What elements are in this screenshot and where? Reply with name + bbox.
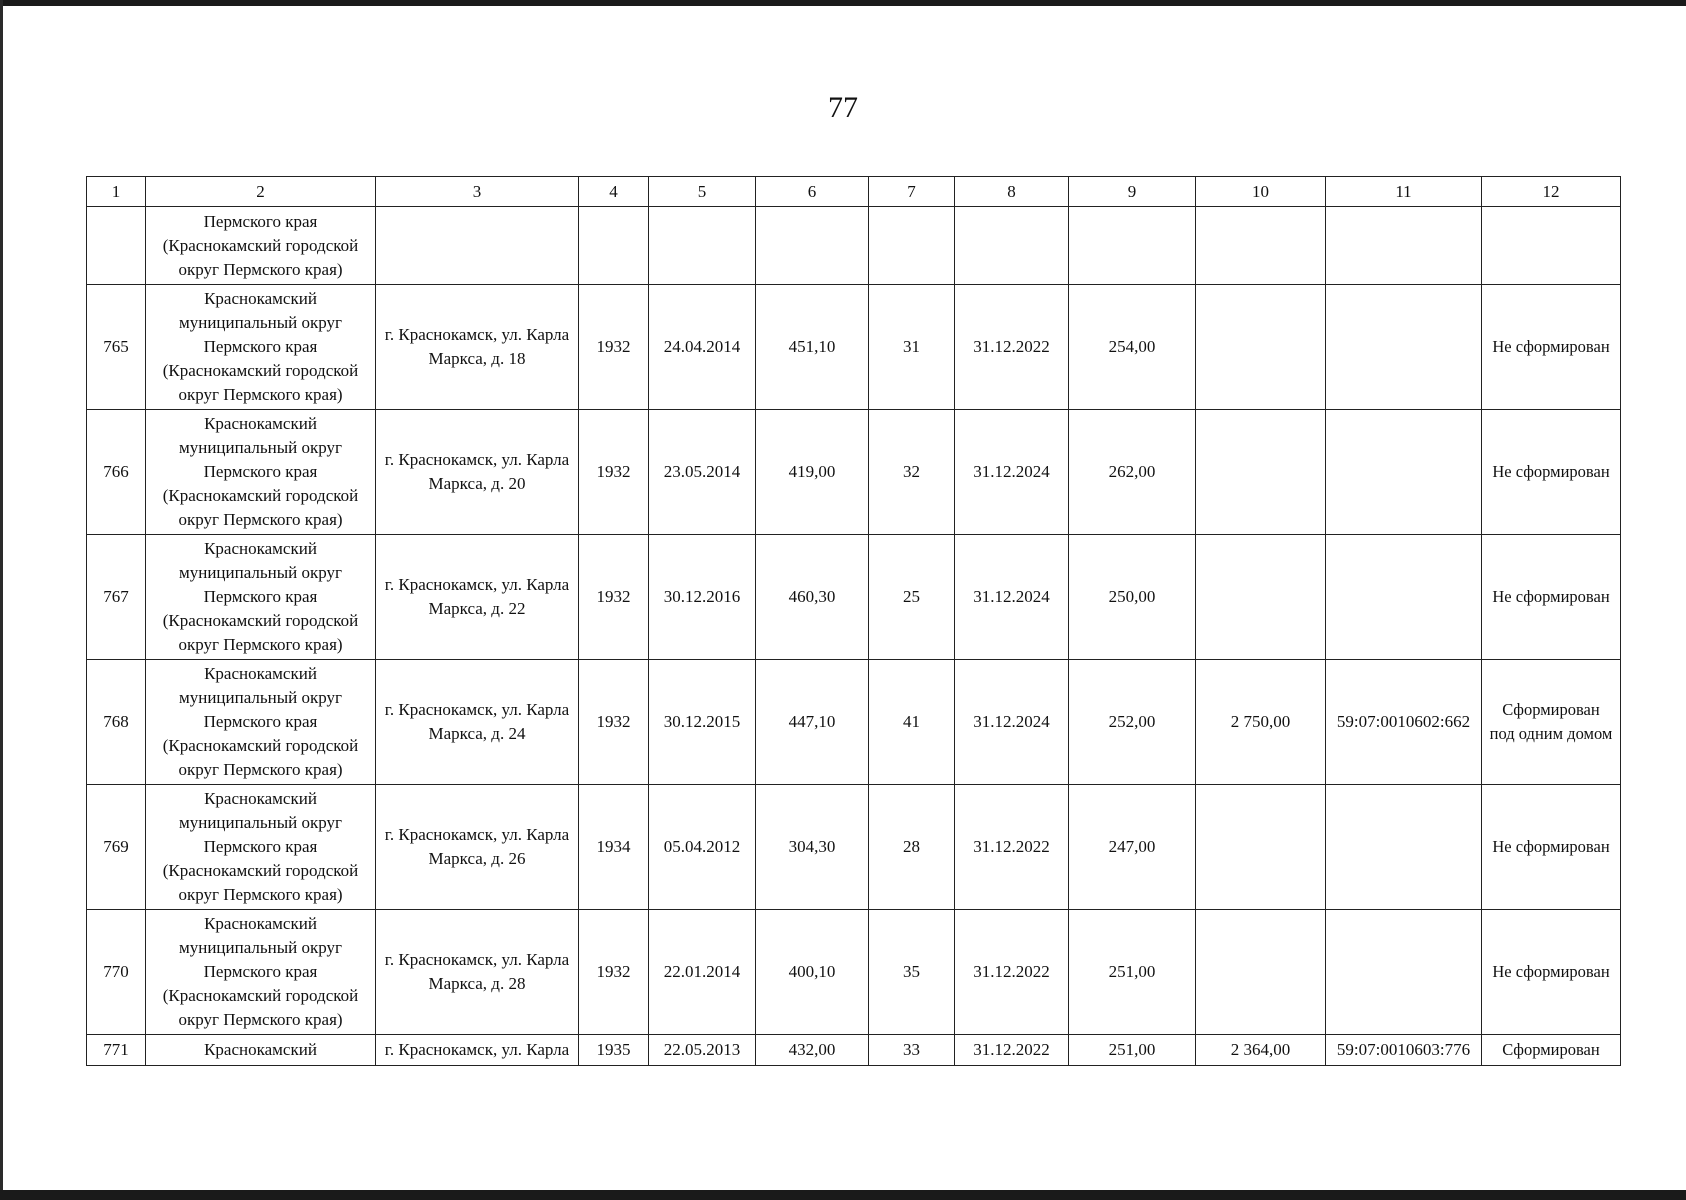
count-cell: 28 xyxy=(869,785,955,910)
table-cell xyxy=(955,207,1069,285)
address-cell-line: Маркса, д. 26 xyxy=(428,849,526,868)
address-cell-line: Маркса, д. 24 xyxy=(428,724,526,743)
owner-cell-line: Краснокамский xyxy=(204,414,317,433)
column-header: 2 xyxy=(146,177,376,207)
address-cell-line: Маркса, д. 18 xyxy=(428,349,526,368)
owner-cell-line: Краснокамский xyxy=(204,664,317,683)
land-area-cell xyxy=(1196,910,1326,1035)
owner-cell: Краснокамский xyxy=(146,1035,376,1066)
year-cell: 1934 xyxy=(579,785,649,910)
address-cell xyxy=(376,285,579,410)
owner-cell-line: Краснокамский xyxy=(204,289,317,308)
owner-cell-line: округ Пермского края) xyxy=(178,510,343,529)
table-cell xyxy=(869,207,955,285)
cadastral-cell xyxy=(1326,910,1482,1035)
status-cell xyxy=(1482,660,1621,785)
row-number: 768 xyxy=(87,660,146,785)
row-number: 765 xyxy=(87,285,146,410)
count-cell: 35 xyxy=(869,910,955,1035)
owner-cell-line: муниципальный округ xyxy=(178,313,343,332)
table-row-769 xyxy=(87,785,1621,910)
table-cell xyxy=(1326,207,1482,285)
owner-line: Пермского края xyxy=(203,211,318,231)
table-row-768 xyxy=(87,660,1621,785)
date-cell: 31.12.2022 xyxy=(955,285,1069,410)
table-row-771 xyxy=(87,1035,1621,1066)
address-cell-line: г. Краснокамск, ул. Карла xyxy=(384,825,570,844)
date-cell: 05.04.2012 xyxy=(649,785,756,910)
address-cell-line: г. Краснокамск, ул. Карла xyxy=(384,950,570,969)
year-cell: 1932 xyxy=(579,285,649,410)
count-cell: 32 xyxy=(869,410,955,535)
scan-top-edge xyxy=(0,0,1686,6)
owner-cell-line: Пермского края xyxy=(203,962,318,981)
area-cell: 304,30 xyxy=(756,785,869,910)
row-number: 771 xyxy=(87,1035,146,1066)
address-cell-line: г. Краснокамск, ул. Карла xyxy=(384,325,570,344)
owner-cell-line: (Краснокамский городской xyxy=(162,986,359,1005)
address-cell-line: Маркса, д. 22 xyxy=(428,599,526,618)
status-cell xyxy=(1482,535,1621,660)
column-header: 8 xyxy=(955,177,1069,207)
owner-cell-line: муниципальный округ xyxy=(178,938,343,957)
owner-cell-line: (Краснокамский городской xyxy=(162,736,359,755)
owner-cell xyxy=(146,535,376,660)
table-cell xyxy=(649,207,756,285)
address-cell xyxy=(376,660,579,785)
address-cell-line: г. Краснокамск, ул. Карла xyxy=(384,450,570,469)
owner-cell-line: Пермского края xyxy=(203,712,318,731)
land-area-cell xyxy=(1196,285,1326,410)
table-cell xyxy=(87,207,146,285)
value-cell: 251,00 xyxy=(1069,1035,1196,1066)
land-area-cell xyxy=(1196,410,1326,535)
table-cell xyxy=(376,207,579,285)
column-header: 5 xyxy=(649,177,756,207)
date-cell: 22.05.2013 xyxy=(649,1035,756,1066)
column-header: 7 xyxy=(869,177,955,207)
column-header: 9 xyxy=(1069,177,1196,207)
column-header: 6 xyxy=(756,177,869,207)
year-cell: 1932 xyxy=(579,910,649,1035)
date-cell: 31.12.2022 xyxy=(955,1035,1069,1066)
land-area-cell xyxy=(1196,535,1326,660)
address-cell xyxy=(376,785,579,910)
row-number: 770 xyxy=(87,910,146,1035)
column-header: 11 xyxy=(1326,177,1482,207)
area-cell: 460,30 xyxy=(756,535,869,660)
table-cell xyxy=(1482,207,1621,285)
status-cell-line: Не сформирован xyxy=(1492,837,1610,856)
table-row-767 xyxy=(87,535,1621,660)
cadastral-cell xyxy=(1326,535,1482,660)
owner-cell-line: округ Пермского края) xyxy=(178,885,343,904)
area-cell: 447,10 xyxy=(756,660,869,785)
owner-cell-line: Краснокамский xyxy=(204,539,317,558)
status-cell xyxy=(1482,785,1621,910)
row-number: 766 xyxy=(87,410,146,535)
address-cell-line: г. Краснокамск, ул. Карла xyxy=(384,700,570,719)
table-cell xyxy=(1069,207,1196,285)
area-cell: 400,10 xyxy=(756,910,869,1035)
owner-cell-line: (Краснокамский городской xyxy=(162,861,359,880)
date-cell: 30.12.2015 xyxy=(649,660,756,785)
address-cell: г. Краснокамск, ул. Карла xyxy=(376,1035,579,1066)
owner-cell xyxy=(146,660,376,785)
cadastral-cell xyxy=(1326,785,1482,910)
status-cell-line: Не сформирован xyxy=(1492,587,1610,606)
status-cell xyxy=(1482,910,1621,1035)
value-cell: 252,00 xyxy=(1069,660,1196,785)
owner-cell-line: Пермского края xyxy=(203,587,318,606)
address-cell-line: Маркса, д. 20 xyxy=(428,474,526,493)
status-cell-line: Не сформирован xyxy=(1492,962,1610,981)
value-cell: 247,00 xyxy=(1069,785,1196,910)
column-header: 3 xyxy=(376,177,579,207)
column-header: 12 xyxy=(1482,177,1621,207)
table-row-766 xyxy=(87,410,1621,535)
land-area-cell: 2 364,00 xyxy=(1196,1035,1326,1066)
owner-cell-line: муниципальный округ xyxy=(178,688,343,707)
owner-cell-line: Краснокамский xyxy=(204,914,317,933)
owner-line: округ Пермского края) xyxy=(178,259,343,279)
owner-cell-line: (Краснокамский городской xyxy=(162,486,359,505)
cadastral-cell xyxy=(1326,410,1482,535)
status-cell xyxy=(1482,410,1621,535)
date-cell: 30.12.2016 xyxy=(649,535,756,660)
land-area-cell xyxy=(1196,785,1326,910)
column-header: 4 xyxy=(579,177,649,207)
count-cell: 33 xyxy=(869,1035,955,1066)
area-cell: 419,00 xyxy=(756,410,869,535)
year-cell: 1932 xyxy=(579,660,649,785)
continuation-row xyxy=(87,207,1621,285)
table-cell xyxy=(756,207,869,285)
year-cell: 1932 xyxy=(579,535,649,660)
status-cell-line: под одним домом xyxy=(1489,724,1613,743)
date-cell: 31.12.2022 xyxy=(955,785,1069,910)
status-cell-line: Не сформирован xyxy=(1492,337,1610,356)
owner-cell xyxy=(146,410,376,535)
address-cell-line: Маркса, д. 28 xyxy=(428,974,526,993)
table-row-770 xyxy=(87,910,1621,1035)
owner-cell-line: муниципальный округ xyxy=(178,563,343,582)
date-cell: 31.12.2024 xyxy=(955,660,1069,785)
housing-registry-table xyxy=(86,176,1621,1066)
date-cell: 22.01.2014 xyxy=(649,910,756,1035)
date-cell: 31.12.2024 xyxy=(955,410,1069,535)
page-number: 77 xyxy=(828,91,858,124)
row-number: 767 xyxy=(87,535,146,660)
date-cell: 31.12.2022 xyxy=(955,910,1069,1035)
scan-bottom-edge xyxy=(0,1190,1686,1200)
table-cell xyxy=(579,207,649,285)
value-cell: 254,00 xyxy=(1069,285,1196,410)
owner-cell-line: муниципальный округ xyxy=(178,813,343,832)
owner-cell-line: Пермского края xyxy=(203,462,318,481)
area-cell: 432,00 xyxy=(756,1035,869,1066)
year-cell: 1932 xyxy=(579,410,649,535)
area-cell: 451,10 xyxy=(756,285,869,410)
count-cell: 31 xyxy=(869,285,955,410)
land-area-cell: 2 750,00 xyxy=(1196,660,1326,785)
date-cell: 23.05.2014 xyxy=(649,410,756,535)
value-cell: 250,00 xyxy=(1069,535,1196,660)
owner-cell-line: Пермского края xyxy=(203,837,318,856)
cadastral-cell: 59:07:0010603:776 xyxy=(1326,1035,1482,1066)
column-header: 10 xyxy=(1196,177,1326,207)
value-cell: 262,00 xyxy=(1069,410,1196,535)
table-row-765 xyxy=(87,285,1621,410)
cadastral-cell: 59:07:0010602:662 xyxy=(1326,660,1482,785)
cadastral-cell xyxy=(1326,285,1482,410)
owner-cell-line: Пермского края xyxy=(203,337,318,356)
owner-cell-line: муниципальный округ xyxy=(178,438,343,457)
status-cell-line: Не сформирован xyxy=(1492,462,1610,481)
status-cell: Сформирован xyxy=(1482,1035,1621,1066)
value-cell: 251,00 xyxy=(1069,910,1196,1035)
owner-cell-line: округ Пермского края) xyxy=(178,760,343,779)
owner-cell-line: округ Пермского края) xyxy=(178,385,343,404)
count-cell: 41 xyxy=(869,660,955,785)
address-cell-line: г. Краснокамск, ул. Карла xyxy=(384,575,570,594)
table-cell xyxy=(1196,207,1326,285)
year-cell: 1935 xyxy=(579,1035,649,1066)
status-cell xyxy=(1482,285,1621,410)
owner-cell xyxy=(146,285,376,410)
column-header: 1 xyxy=(87,177,146,207)
status-cell-line: Сформирован xyxy=(1502,700,1600,719)
owner-line: (Краснокамский городской xyxy=(162,235,359,255)
owner-cell-line: (Краснокамский городской xyxy=(162,611,359,630)
count-cell: 25 xyxy=(869,535,955,660)
owner-cell-line: округ Пермского края) xyxy=(178,635,343,654)
date-cell: 24.04.2014 xyxy=(649,285,756,410)
row-number: 769 xyxy=(87,785,146,910)
owner-cell-line: (Краснокамский городской xyxy=(162,361,359,380)
address-cell xyxy=(376,910,579,1035)
owner-cell-line: Краснокамский xyxy=(204,789,317,808)
scan-left-edge xyxy=(0,0,3,1200)
owner-cell xyxy=(146,910,376,1035)
address-cell xyxy=(376,535,579,660)
address-cell xyxy=(376,410,579,535)
column-number-row xyxy=(87,177,1621,207)
owner-cell-line: округ Пермского края) xyxy=(178,1010,343,1029)
owner-cell xyxy=(146,207,376,285)
date-cell: 31.12.2024 xyxy=(955,535,1069,660)
owner-cell xyxy=(146,785,376,910)
